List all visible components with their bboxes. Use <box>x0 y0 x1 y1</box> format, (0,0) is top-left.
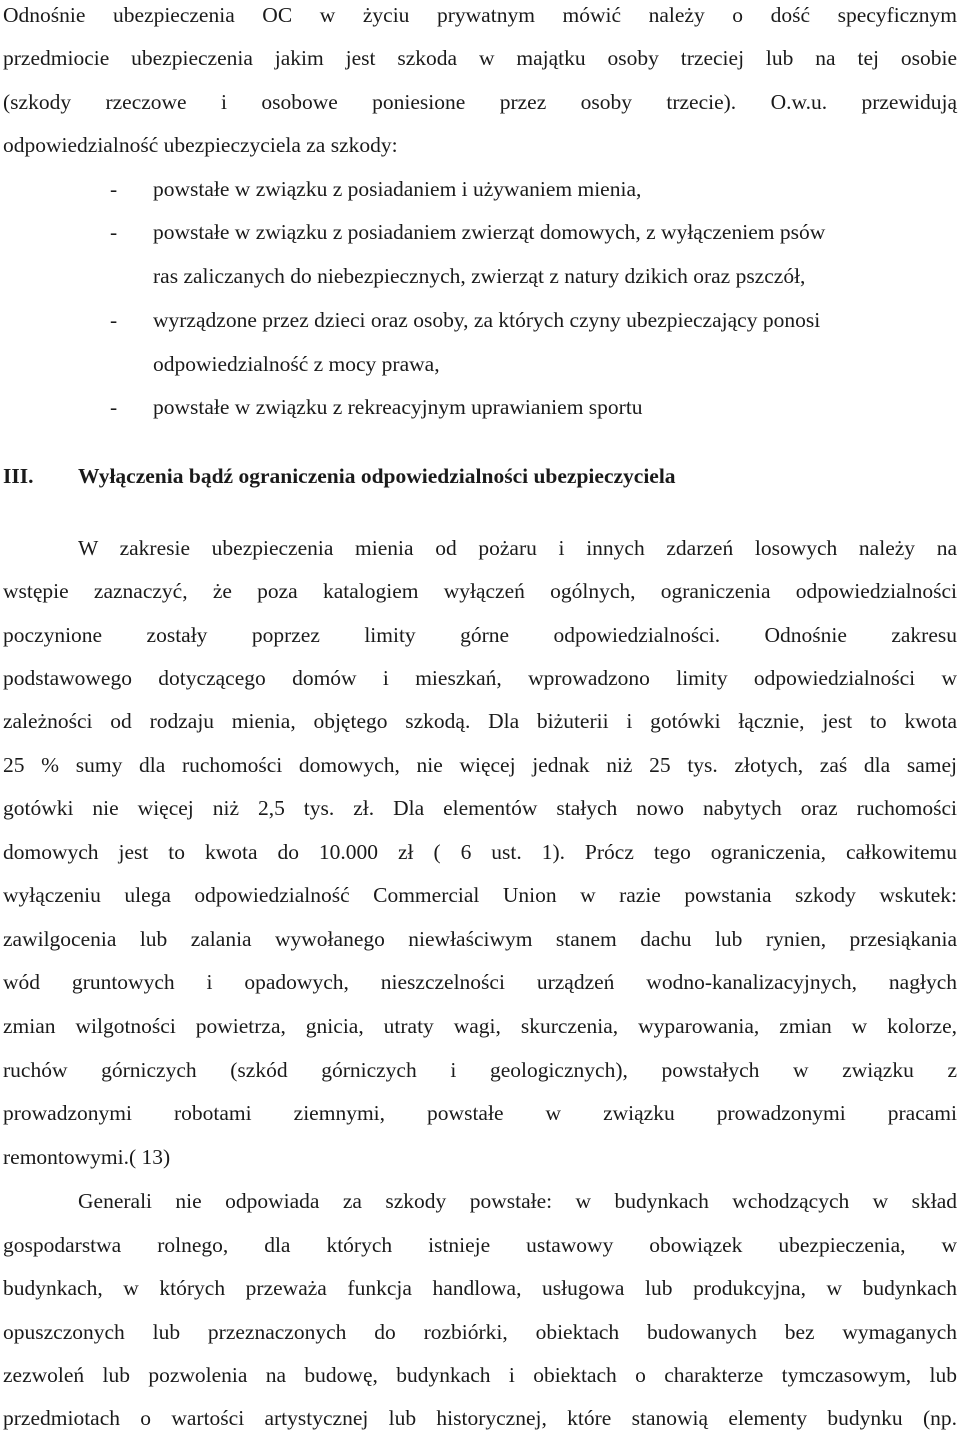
list-item-text: powstałe w związku z posiadaniem i używaniem mienia, <box>153 177 642 201</box>
paragraph-line: Generali nie odpowiada za szkody powstałe: w budynkach wchodzących w skład <box>78 1189 957 1213</box>
paragraph-line: gospodarstwa rolnego, dla których istnieje ustawowy obowiązek ubezpieczenia, w <box>3 1233 957 1257</box>
paragraph-line: ruchów górniczych (szkód górniczych i geologicznych), powstałych w związku z <box>3 1058 957 1082</box>
list-item-continuation <box>3 261 957 291</box>
list-item-text: powstałe w związku z posiadaniem zwierząt domowych, z wyłączeniem psów <box>153 220 826 244</box>
paragraph-line: prowadzonymi robotami ziemnymi, powstałe w związku prowadzonymi pracami <box>3 1101 957 1125</box>
paragraph-line: przedmiotach o wartości artystycznej lub historycznej, które stanowią elementy budynku (np. <box>3 1406 957 1430</box>
paragraph-line: wstępie zaznaczyć, że poza katalogiem wyłączeń ogólnych, ograniczenia odpowiedzialności <box>3 579 957 603</box>
list-item-text: ras zaliczanych do niebezpiecznych, zwierząt z natury dzikich oraz pszczół, <box>153 264 806 288</box>
intro-line: Odnośnie ubezpieczenia OC w życiu prywatnym mówić należy o dość specyficznym <box>3 3 957 27</box>
intro-line: (szkody rzeczowe i osobowe poniesione przez osoby trzecie). O.w.u. przewidują <box>3 90 957 114</box>
paragraph-line: W zakresie ubezpieczenia mienia od pożaru i innych zdarzeń losowych należy na <box>78 536 957 560</box>
paragraph-line: 25 % sumy dla ruchomości domowych, nie więcej jednak niż 25 tys. złotych, zaś dla samej <box>3 753 957 777</box>
paragraph-line: gotówki nie więcej niż 2,5 tys. zł. Dla elementów stałych nowo nabytych oraz ruchomości <box>3 796 957 820</box>
list-dash: - <box>110 395 118 419</box>
list-item <box>3 392 957 422</box>
paragraph-line: domowych jest to kwota do 10.000 zł ( 6 ust. 1). Prócz tego ograniczenia, całkowitemu <box>3 840 957 864</box>
list-item-text: wyrządzone przez dzieci oraz osoby, za których czyny ubezpieczający ponosi <box>153 308 821 332</box>
paragraph-line: remontowymi.( 13) <box>3 1145 171 1169</box>
section-number: III. <box>3 464 34 488</box>
list-item <box>3 217 957 247</box>
paragraph-line: budynkach, w których przeważa funkcja handlowa, usługowa lub produkcyjna, w budynkach <box>3 1276 957 1300</box>
paragraph-line: poczynione zostały poprzez limity górne odpowiedzialności. Odnośnie zakresu <box>3 623 957 647</box>
list-dash: - <box>110 177 118 201</box>
list-item <box>3 174 957 204</box>
intro-line: przedmiocie ubezpieczenia jakim jest szkoda w majątku osoby trzeciej lub na tej osobie <box>3 46 957 70</box>
list-item <box>3 305 957 335</box>
paragraph-line: opuszczonych lub przeznaczonych do rozbiórki, obiektach budowanych bez wymaganych <box>3 1320 957 1344</box>
list-dash: - <box>110 220 118 244</box>
paragraph-line: zezwoleń lub pozwolenia na budowę, budynkach i obiektach o charakterze tymczasowym, lub <box>3 1363 957 1387</box>
paragraph-line: podstawowego dotyczącego domów i mieszkań, wprowadzono limity odpowiedzialności w <box>3 666 957 690</box>
intro-line: odpowiedzialność ubezpieczyciela za szkody: <box>3 133 398 157</box>
list-item-text: powstałe w związku z rekreacyjnym uprawianiem sportu <box>153 395 643 419</box>
paragraph-line: zależności od rodzaju mienia, objętego szkodą. Dla biżuterii i gotówki łącznie, jest to kwota <box>3 709 957 733</box>
paragraph-line: zawilgocenia lub zalania wywołanego niewłaściwym stanem dachu lub rynien, przesiąkania <box>3 927 957 951</box>
paragraph-line: wyłączeniu ulega odpowiedzialność Commercial Union w razie powstania szkody wskutek: <box>3 883 957 907</box>
paragraph-line: wód gruntowych i opadowych, nieszczelności urządzeń wodno-kanalizacyjnych, nagłych <box>3 970 957 994</box>
list-item-text: odpowiedzialność z mocy prawa, <box>153 352 440 376</box>
section-heading <box>3 461 957 491</box>
paragraph-line: zmian wilgotności powietrza, gnicia, utraty wagi, skurczenia, wyparowania, zmian w kolorze, <box>3 1014 957 1038</box>
section-title: Wyłączenia bądź ograniczenia odpowiedzialności ubezpieczyciela <box>78 464 676 488</box>
list-item-continuation <box>3 349 957 379</box>
list-dash: - <box>110 308 118 332</box>
